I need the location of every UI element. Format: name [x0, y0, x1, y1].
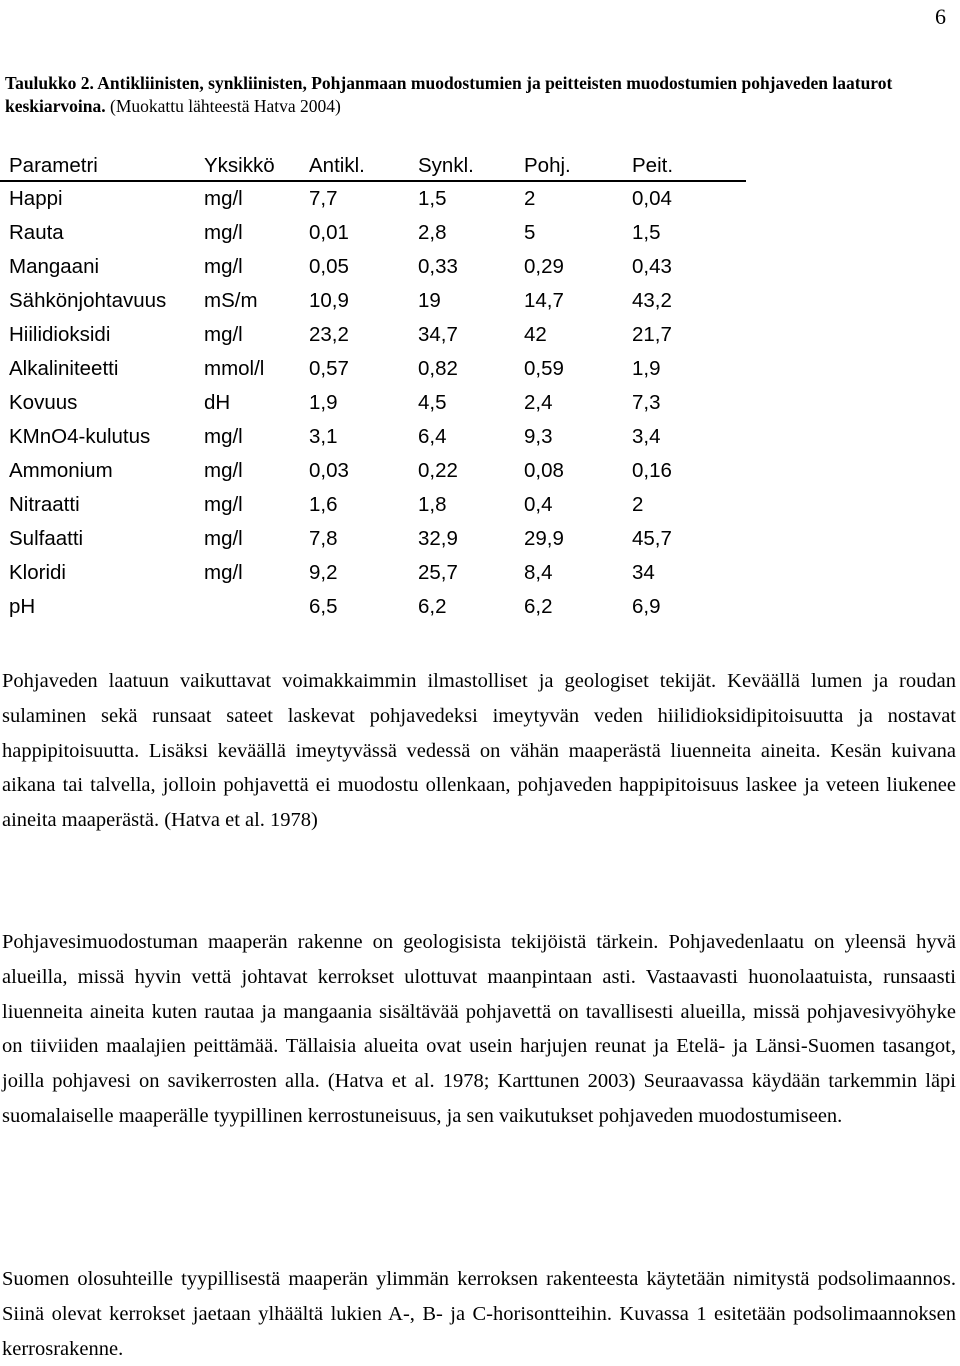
page-number: 6	[935, 4, 946, 29]
table-cell: 0,4	[524, 493, 553, 516]
table-cell: pH	[9, 595, 36, 618]
table-cell: 7,7	[309, 187, 338, 210]
table-cell: 10,9	[309, 289, 349, 312]
table-cell: mg/l	[204, 425, 243, 448]
table-cell: 8,4	[524, 561, 553, 584]
table-cell: mmol/l	[204, 357, 265, 380]
water-quality-table	[9, 150, 742, 624]
table-cell: 19	[418, 289, 441, 312]
table-cell: 32,9	[418, 527, 458, 550]
table-cell: 6,2	[524, 595, 553, 618]
table-cell: 1,6	[309, 493, 338, 516]
table-cell: 6,2	[418, 595, 447, 618]
table-cell: 0,57	[309, 357, 349, 380]
table-cell: 2,4	[524, 391, 553, 414]
table-cell: Rauta	[9, 221, 64, 244]
table-cell: 6,5	[309, 595, 338, 618]
table-cell: 0,05	[309, 255, 349, 278]
table-cell: mg/l	[204, 323, 243, 346]
header-cell: Peit.	[632, 154, 674, 177]
table-cell: 1,9	[309, 391, 338, 414]
table-cell: 1,5	[632, 221, 661, 244]
table-row	[9, 352, 742, 386]
table-cell: 4,5	[418, 391, 447, 414]
table-header-row	[9, 150, 742, 182]
table-cell: 6,4	[418, 425, 447, 448]
table-cell: Sulfaatti	[9, 527, 84, 550]
table-cell: Nitraatti	[9, 493, 80, 516]
table-cell: mg/l	[204, 527, 243, 550]
table-cell: mg/l	[204, 493, 243, 516]
table-cell: 42	[524, 323, 547, 346]
table-row	[9, 454, 742, 488]
table-cell: mg/l	[204, 561, 243, 584]
header-rule	[0, 180, 746, 182]
table-row	[9, 488, 742, 522]
header-cell: Synkl.	[418, 154, 474, 177]
table-cell: 0,29	[524, 255, 564, 278]
table-cell: 3,4	[632, 425, 661, 448]
table-row	[9, 420, 742, 454]
table-cell: 23,2	[309, 323, 349, 346]
paragraph: Suomen olosuhteille tyypillisestä maaperän ylimmän kerroksen rakenteesta käytetään nimitystä podsolimaannos. Siinä olevat kerrokset jaetaan ylhäältä lukien A-, B- ja C-horisontteihin. Kuvassa 1 esitetään podsolimaannoksen kerrosrakenne.	[2, 1268, 956, 1360]
table-row	[9, 386, 742, 420]
table-cell: 34	[632, 561, 655, 584]
table-cell: 0,82	[418, 357, 458, 380]
table-cell: mg/l	[204, 255, 243, 278]
table-cell: 1,8	[418, 493, 447, 516]
table-cell: 3,1	[309, 425, 338, 448]
table-cell: 0,03	[309, 459, 349, 482]
paragraph: Pohjaveden laatuun vaikuttavat voimakkaimmin ilmastolliset ja geologiset tekijät. Keväällä lumen ja roudan sulaminen sekä runsaat sateet laskevat pohjavedeksi imeytyvän veden hiilidioksidipitoisuutta ja nostavat happipitoisuutta. Lisäksi keväällä imeytyvässä vedessä on vähän maaperästä liuenneita aineita. Kesän kuivana aikana tai talvella, jolloin pohjavettä ei muodostu ollenkaan, pohjaveden happipitoisuus laskee ja veteen liukenee aineita maaperästä. (Hatva et al. 1978)	[2, 670, 956, 832]
header-cell: Yksikkö	[204, 154, 275, 177]
table-cell: 7,8	[309, 527, 338, 550]
table-row	[9, 250, 742, 284]
table-row	[9, 318, 742, 352]
table-cell: 34,7	[418, 323, 458, 346]
table-cell: 0,33	[418, 255, 458, 278]
paragraph: Pohjavesimuodostuman maaperän rakenne on geologisista tekijöistä tärkein. Pohjavedenlaatu on yleensä hyvä alueilla, missä hyvin vettä johtavat kerrokset ulottuvat maanpintaan asti. Vastaavasti huonolaatuista, runsaasti liuenneita aineita kuten rautaa ja mangaania sisältävää pohjavettä on tavallisesti alueilla, missä pohjavesivyöhyke on tiiviiden maalajien peittämää. Tällaisia alueita ovat usein harjujen reunat ja Etelä- ja Länsi-Suomen tasangot, joilla pohjavesi on savikerrosten alla. (Hatva et al. 1978; Karttunen 2003) Seuraavassa käydään tarkemmin läpi suomalaiselle maaperälle tyypillinen kerrostuneisuus, ja sen vaikutukset pohjaveden muodostumiseen.	[2, 931, 956, 1127]
table-row	[9, 522, 742, 556]
table-cell: 2,8	[418, 221, 447, 244]
table-cell: mS/m	[204, 289, 258, 312]
caption-label: Taulukko 2. Antikliinisten, synkliinisten, Pohjanmaan muodostumien ja peitteisten muodostumien pohjaveden laaturot keskiarvoina.	[5, 73, 893, 116]
table-caption	[5, 72, 955, 118]
table-cell: dH	[204, 391, 231, 414]
table-cell: 0,22	[418, 459, 458, 482]
table-cell: KMnO4-kulutus	[9, 425, 151, 448]
table-cell: 0,01	[309, 221, 349, 244]
table-cell: 0,43	[632, 255, 672, 278]
table-cell: 2	[632, 493, 644, 516]
table-row	[9, 284, 742, 318]
table-cell: 9,3	[524, 425, 553, 448]
table-cell: 1,5	[418, 187, 447, 210]
table-cell: Kovuus	[9, 391, 78, 414]
table-cell: 2	[524, 187, 536, 210]
table-cell: mg/l	[204, 221, 243, 244]
table-cell: 6,9	[632, 595, 661, 618]
header-cell: Pohj.	[524, 154, 571, 177]
table-cell: 0,04	[632, 187, 672, 210]
table-row	[9, 182, 742, 216]
table-row	[9, 556, 742, 590]
header-cell: Parametri	[9, 154, 98, 177]
table-cell: 29,9	[524, 527, 564, 550]
table-cell: Happi	[9, 187, 63, 210]
table-cell: 0,16	[632, 459, 672, 482]
table-cell: 9,2	[309, 561, 338, 584]
table-row	[9, 590, 742, 624]
table-cell: 25,7	[418, 561, 458, 584]
table-body	[9, 182, 742, 624]
table-cell: Kloridi	[9, 561, 66, 584]
table-cell: 1,9	[632, 357, 661, 380]
table-cell: Ammonium	[9, 459, 113, 482]
table-cell: Alkaliniteetti	[9, 357, 119, 380]
table-cell: Hiilidioksidi	[9, 323, 111, 346]
table-cell: mg/l	[204, 459, 243, 482]
table-cell: 14,7	[524, 289, 564, 312]
caption-source: (Muokattu lähteestä Hatva 2004)	[110, 96, 341, 116]
table-cell: 43,2	[632, 289, 672, 312]
table-cell: 5	[524, 221, 536, 244]
table-cell: mg/l	[204, 187, 243, 210]
table-cell: 21,7	[632, 323, 672, 346]
header-cell: Antikl.	[309, 154, 365, 177]
table-header	[9, 150, 742, 182]
table-cell: 7,3	[632, 391, 661, 414]
table-cell: Sähkönjohtavuus	[9, 289, 167, 312]
table-cell: Mangaani	[9, 255, 100, 278]
table-cell: 0,08	[524, 459, 564, 482]
table-cell: 45,7	[632, 527, 672, 550]
table-cell: 0,59	[524, 357, 564, 380]
table-row	[9, 216, 742, 250]
